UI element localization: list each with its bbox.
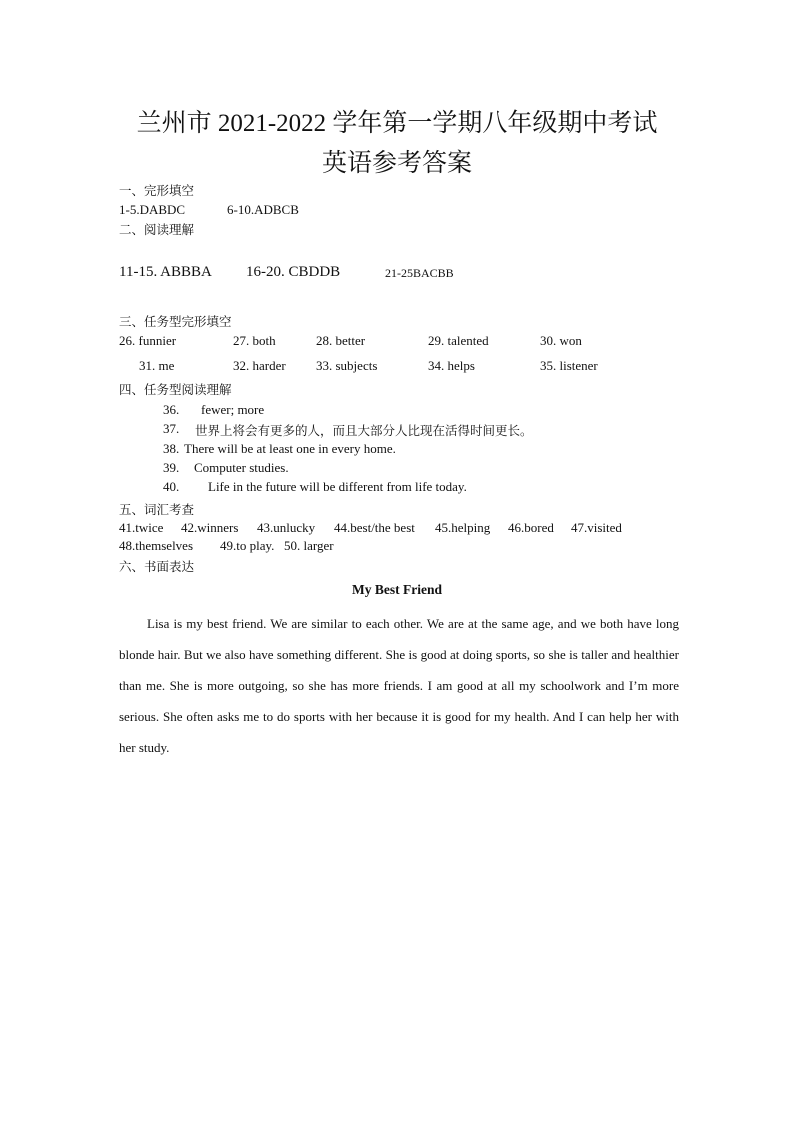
section-heading-cloze: 一、完形填空 (119, 183, 195, 198)
answer-27: 27. both (233, 333, 276, 348)
answer-40-text: Life in the future will be different from life today. (208, 479, 467, 494)
section-heading-writing: 六、书面表达 (119, 559, 195, 574)
answer-16-20: 16-20. CBDDB (246, 264, 341, 280)
answer-42: 42.winners (181, 520, 239, 535)
answer-30: 30. won (540, 333, 582, 348)
answer-38-text: There will be at least one in every home. (184, 441, 396, 456)
answer-46: 46.bored (508, 520, 554, 535)
answer-37-text: 世界上将会有更多的人，而且大部分人比现在活得时间更长。 (195, 423, 533, 438)
answer-6-10: 6-10.ADBCB (227, 202, 299, 217)
answer-44: 44.best/the best (334, 520, 415, 535)
answer-37-num: 37. (163, 421, 180, 436)
answer-35: 35. listener (540, 358, 598, 373)
answer-39-text: Computer studies. (194, 460, 289, 475)
answer-48: 48.themselves (119, 538, 194, 553)
answer-26: 26. funnier (119, 333, 177, 348)
answer-45: 45.helping (435, 520, 491, 535)
answer-1-5: 1-5.DABDC (119, 202, 186, 217)
page-title: 兰州市 2021-2022 学年第一学期八年级期中考试 (136, 110, 658, 137)
answer-39-num: 39. (163, 460, 180, 475)
answer-11-15: 11-15. ABBBA (119, 264, 212, 280)
section-heading-vocabulary: 五、词汇考查 (119, 502, 195, 517)
page-subtitle: 英语参考答案 (321, 150, 472, 177)
answer-31: 31. me (139, 358, 175, 373)
answer-33: 33. subjects (316, 358, 378, 373)
section-heading-task-reading: 四、任务型阅读理解 (119, 382, 232, 397)
answer-36-num: 36. (163, 402, 180, 417)
section-heading-reading: 二、阅读理解 (119, 222, 195, 237)
answer-38-num: 38. (163, 441, 180, 456)
answer-29: 29. talented (428, 333, 489, 348)
answer-50: 50. larger (284, 538, 334, 553)
answer-43: 43.unlucky (257, 520, 316, 535)
essay-body: Lisa is my best friend. We are similar to each other. We are at the same age, and we both have long blonde hair. But we also have something different. She is good at doing sports, so she is taller and healthier than me. She is more outgoing, so she has more friends. I am good at all my schoolwork and I’m more serious. She often asks me to do sports with her because it is good for my health. And I can help her with her study. (119, 616, 679, 755)
answer-34: 34. helps (428, 358, 475, 373)
answer-21-25: 21-25BACBB (385, 266, 454, 280)
section-heading-task-cloze: 三、任务型完形填空 (119, 314, 232, 329)
answer-41: 41.twice (119, 520, 164, 535)
answer-49: 49.to play. (220, 538, 275, 553)
answer-40-num: 40. (163, 479, 180, 494)
answer-28: 28. better (316, 333, 366, 348)
answer-36-text: fewer; more (201, 402, 265, 417)
answer-47: 47.visited (571, 520, 622, 535)
answer-32: 32. harder (233, 358, 286, 373)
essay-title: My Best Friend (352, 582, 442, 597)
